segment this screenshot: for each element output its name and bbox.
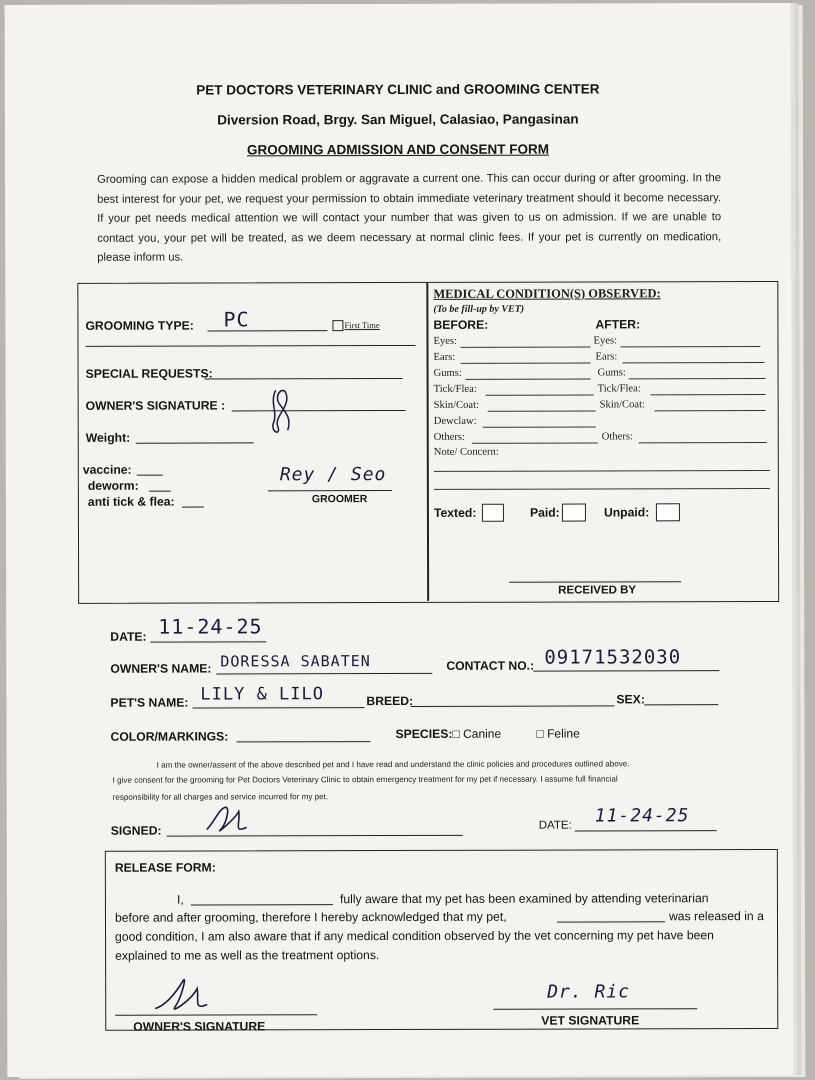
contact-line	[533, 670, 719, 671]
after-skin: Skin/Coat:	[599, 399, 645, 411]
release-owner-signature-label: OWNER'S SIGNATURE	[133, 1019, 266, 1034]
sex-label: SEX:	[616, 692, 645, 707]
before-others: Others:	[433, 431, 465, 443]
grooming-type-label: GROOMING TYPE:	[85, 318, 194, 333]
owner-name-label: OWNER'S NAME:	[110, 661, 212, 676]
before-ears: Ears:	[433, 351, 456, 363]
before-tick: Tick/Flea:	[433, 383, 477, 395]
release-line2a: before and after grooming, therefore I hereby acknowledged that my pet,	[114, 909, 507, 925]
consent-line-2: I give consent for the grooming for Pet Doctors Veterinary Clinic to obtain emergency treatment for my pet if necessary. I assume full financial	[112, 774, 618, 785]
release-i: I,	[176, 892, 184, 907]
unpaid-label: Unpaid:	[603, 505, 650, 520]
consent-date-label: DATE:	[538, 819, 572, 832]
after-ears: Ears:	[595, 351, 618, 363]
form-title: GROOMING ADMISSION AND CONSENT FORM	[246, 141, 549, 158]
after-eyes: Eyes:	[593, 335, 618, 347]
anti-tick-label: anti tick & flea:	[87, 494, 175, 509]
pet-name-label: PET'S NAME:	[110, 695, 189, 710]
vaccine-label: vaccine:	[82, 462, 132, 477]
before-label: BEFORE:	[433, 317, 489, 332]
consent-line-3: responsibility for all charges and service incurred for my pet.	[112, 792, 329, 802]
release-line2b: was released in a	[668, 909, 764, 924]
after-tick: Tick/Flea:	[597, 383, 641, 395]
clinic-name: PET DOCTORS VETERINARY CLINIC and GROOMING CENTER	[196, 81, 600, 98]
after-label: AFTER:	[595, 317, 641, 332]
anti-tick-line[interactable]	[182, 507, 204, 508]
canine-option[interactable]: □ Canine	[452, 726, 502, 741]
texted-label: Texted:	[433, 505, 477, 520]
after-others: Others:	[601, 431, 633, 443]
form-page	[5, 3, 794, 1077]
before-dewclaw: Dewclaw:	[433, 415, 477, 427]
weight-label: Weight:	[85, 430, 131, 445]
grooming-type-value[interactable]: PC	[223, 307, 250, 332]
contact-label: CONTACT NO.:	[446, 658, 535, 673]
groomer-value: Rey / Seo	[279, 464, 387, 486]
medical-title: MEDICAL CONDITION(S) OBSERVED:	[433, 286, 661, 301]
medical-note: (To be fill-up by VET)	[433, 303, 525, 315]
breed-label: BREED:	[366, 693, 414, 709]
first-time-checkbox[interactable]	[332, 320, 343, 331]
color-line[interactable]	[237, 741, 371, 742]
sex-line[interactable]	[644, 704, 718, 705]
first-time-label: First Time	[344, 320, 380, 331]
date-label: DATE:	[110, 629, 147, 644]
release-line4: explained to me as well as the treatment options.	[115, 948, 380, 963]
feline-option[interactable]: □ Feline	[536, 726, 580, 741]
texted-checkbox[interactable]	[482, 504, 504, 522]
consent-date-line	[575, 830, 717, 831]
note-concern-label: Note/ Concern:	[433, 446, 499, 458]
pet-name-value[interactable]: LILY & LILO	[200, 684, 325, 705]
release-line1: fully aware that my pet has been examined by attending veterinarian	[339, 891, 709, 907]
deworm-label: deworm:	[87, 478, 139, 493]
signed-signature-mark	[197, 799, 257, 839]
deworm-line[interactable]	[149, 491, 171, 492]
after-gums: Gums:	[597, 367, 626, 379]
vet-signature-label: VET SIGNATURE	[541, 1013, 640, 1028]
color-label: COLOR/MARKINGS:	[110, 729, 229, 744]
consent-date-value[interactable]: 11-24-25	[594, 805, 690, 827]
owner-signature-mark	[256, 378, 316, 446]
owner-name-value[interactable]: DORESSA SABATEN	[220, 652, 371, 671]
before-gums: Gums:	[433, 367, 462, 379]
pet-name-line	[192, 707, 364, 708]
intro-paragraph: Grooming can expose a hidden medical problem or aggravate a current one. This can occur during or after grooming. In the best interest for your pet, we request your permission to obtain immediate veterinary treatment should it become necessary. If your pet needs medical attention we will contact your number that was given to us on admission. If we are unable to contact you, your pet will be treated, as we deem necessary at normal clinic fees. If your pet is currently on medication, please inform us.	[97, 172, 722, 265]
breed-line[interactable]	[410, 705, 614, 707]
groomer-label: GROOMER	[311, 493, 368, 506]
species-label: SPECIES:	[395, 726, 453, 742]
release-title: RELEASE FORM:	[114, 860, 216, 875]
date-value[interactable]: 11-24-25	[158, 614, 263, 639]
special-requests-label: SPECIAL REQUESTS:	[85, 366, 213, 381]
before-skin: Skin/Coat:	[433, 399, 479, 411]
release-line3: good condition, I am also aware that if any medical condition observed by the vet concerning my pet have been	[115, 928, 714, 944]
vet-signature-value: Dr. Ric	[547, 981, 631, 1003]
release-owner-signature-mark	[147, 970, 217, 1020]
signed-label: SIGNED:	[110, 823, 162, 838]
received-by-label: RECEIVED BY	[558, 584, 637, 597]
vaccine-line[interactable]	[137, 475, 163, 476]
paid-checkbox[interactable]	[562, 504, 586, 522]
consent-line-1: I am the owner/assent of the above described pet and I have read and understand the clinic policies and procedures outlined above.	[156, 759, 630, 770]
paid-label: Paid:	[529, 505, 560, 520]
date-line	[150, 641, 266, 642]
unpaid-checkbox[interactable]	[656, 503, 680, 521]
owner-name-line	[216, 673, 432, 675]
before-eyes: Eyes:	[433, 335, 458, 347]
contact-value[interactable]: 09171532030	[544, 646, 682, 669]
owner-signature-label: OWNER'S SIGNATURE :	[85, 398, 226, 413]
clinic-address: Diversion Road, Brgy. San Miguel, Calasiao, Pangasinan	[217, 111, 579, 128]
